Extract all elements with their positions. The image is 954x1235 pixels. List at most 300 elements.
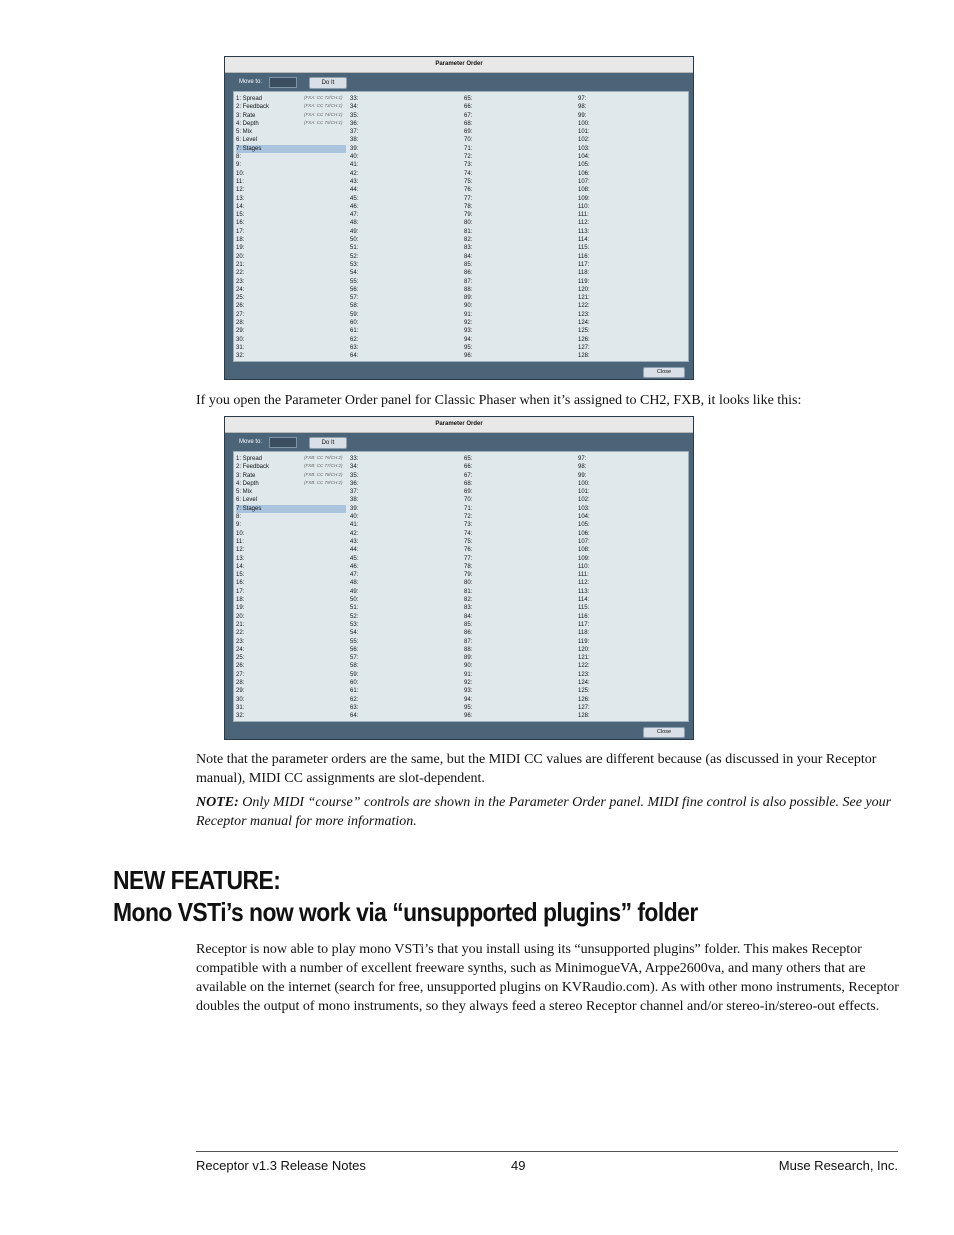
param-slot-row[interactable]: 92: (464, 320, 473, 327)
param-slot-row[interactable]: 67: (464, 112, 473, 119)
param-slot-row[interactable] (236, 244, 346, 252)
param-slot-row[interactable]: 120: (578, 646, 590, 653)
param-slot-row[interactable] (236, 546, 346, 554)
param-slot-row[interactable]: 111: (578, 572, 589, 579)
param-slot-row[interactable]: 97: (578, 456, 587, 462)
param-slot-row[interactable]: 89: (464, 295, 473, 302)
param-slot-row[interactable] (236, 571, 346, 579)
param-slot-row[interactable] (236, 261, 346, 269)
param-slot-row[interactable]: 53: (350, 621, 359, 628)
param-slot-row[interactable]: 81: (464, 588, 473, 595)
param-slot-row[interactable]: 37: (350, 489, 359, 496)
param-slot-row[interactable]: 99: (578, 472, 587, 479)
param-slot-row[interactable]: 104: (578, 514, 590, 521)
param-slot-row[interactable] (236, 521, 346, 529)
param-slot-row[interactable]: 40: (350, 154, 359, 161)
param-slot-row[interactable]: 105: (578, 162, 590, 169)
param-slot-row[interactable]: 94: (464, 696, 473, 703)
param-slot-row[interactable] (236, 488, 346, 496)
param-slot-row[interactable]: 102: (578, 497, 590, 504)
param-slot-row[interactable]: 54: (350, 270, 359, 277)
param-slot-row[interactable]: 63: (350, 704, 359, 711)
param-slot-row[interactable]: 108: (578, 547, 590, 554)
param-slot-row[interactable] (236, 178, 346, 186)
param-slot-row[interactable]: 74: (464, 530, 473, 537)
param-slot-row[interactable]: 99: (578, 112, 587, 119)
param-slot-row[interactable]: 54: (350, 630, 359, 637)
param-slot-row[interactable]: 41: (350, 162, 359, 169)
param-slot-row[interactable] (236, 555, 346, 563)
param-slot-row[interactable]: 42: (350, 170, 359, 177)
param-slot-row[interactable]: 36: (350, 120, 359, 127)
param-slot-row[interactable] (236, 588, 346, 596)
param-slot-row[interactable]: 95: (464, 344, 473, 351)
param-slot-row[interactable]: 75: (464, 538, 473, 545)
param-slot-row[interactable]: 127: (578, 344, 590, 351)
param-slot-row[interactable] (236, 286, 346, 294)
param-slot-row[interactable]: 73: (464, 522, 473, 529)
param-slot-row[interactable]: 64: (350, 713, 359, 720)
param-slot-row[interactable] (236, 654, 346, 662)
param-slot-row[interactable]: 60: (350, 320, 359, 327)
param-slot-row[interactable] (236, 463, 346, 471)
param-slot-row[interactable]: 70: (464, 497, 473, 504)
param-slot-row[interactable]: 118: (578, 630, 590, 637)
param-slot-row[interactable]: 84: (464, 253, 473, 260)
feature-heading-line2: Mono VSTi’s now work via “unsupported plugins” folder (113, 897, 698, 927)
param-slot-label: 11: (236, 178, 244, 185)
param-slot-row[interactable]: 124: (578, 320, 590, 327)
param-slot-label: 16: (236, 220, 245, 227)
param-slot-row[interactable]: 50: (350, 597, 359, 604)
param-slot-row[interactable]: 96: (464, 713, 473, 720)
param-slot-row[interactable]: 47: (350, 572, 359, 579)
param-slot-row[interactable]: 123: (578, 311, 590, 318)
param-slot-row[interactable]: 61: (350, 328, 359, 335)
param-slot-row[interactable]: 79: (464, 572, 473, 579)
param-slot-row[interactable]: 107: (578, 538, 590, 545)
param-slot-row[interactable]: 82: (464, 597, 473, 604)
param-slot-label: 11: (236, 538, 244, 545)
param-slot-row[interactable]: 46: (350, 563, 359, 570)
param-slot-row[interactable] (236, 505, 346, 513)
param-slot-row[interactable]: 104: (578, 154, 590, 161)
param-slot-label: 19: (236, 245, 245, 252)
param-slot-row[interactable]: 48: (350, 220, 359, 227)
param-slot-row[interactable] (236, 496, 346, 504)
param-slot-row[interactable]: 128: (578, 713, 590, 720)
param-slot-row[interactable] (236, 455, 346, 463)
param-slot-row[interactable]: 93: (464, 328, 473, 335)
parameter-order-panel-fxa (224, 56, 694, 380)
param-slot-row[interactable]: 62: (350, 336, 359, 343)
param-slot-row[interactable]: 127: (578, 704, 590, 711)
param-slot-row[interactable]: 91: (464, 671, 473, 678)
param-slot-row[interactable]: 51: (350, 245, 359, 252)
param-slot-row[interactable]: 126: (578, 336, 590, 343)
param-slot-row[interactable]: 72: (464, 514, 473, 521)
param-slot-label: 9: (236, 162, 242, 169)
param-slot-row[interactable]: 103: (578, 505, 590, 512)
close-button[interactable]: Close (643, 367, 685, 378)
param-slot-row[interactable]: 69: (464, 129, 473, 136)
param-slot-row[interactable] (236, 269, 346, 277)
param-slot-row[interactable]: 92: (464, 680, 473, 687)
param-slot-row[interactable] (236, 302, 346, 310)
param-slot-row[interactable]: 97: (578, 96, 587, 102)
param-slot-row[interactable]: 121: (578, 295, 590, 302)
param-slot-row[interactable]: 108: (578, 187, 590, 194)
param-slot-row[interactable] (236, 513, 346, 521)
param-slot-row[interactable]: 52: (350, 253, 359, 260)
param-slot-row[interactable]: 126: (578, 696, 590, 703)
param-slot-row[interactable]: 114: (578, 597, 590, 604)
param-slot-row[interactable]: 114: (578, 237, 590, 244)
param-slot-row[interactable]: 39: (350, 505, 359, 512)
param-slot-row[interactable]: 76: (464, 547, 473, 554)
param-slot-row[interactable]: 58: (350, 303, 359, 310)
param-slot-label: 20: (236, 253, 245, 260)
param-slot-row[interactable] (236, 472, 346, 480)
param-slot-row[interactable]: 69: (464, 489, 473, 496)
param-slot-row[interactable]: 41: (350, 522, 359, 529)
param-slot-row[interactable]: 113: (578, 228, 590, 235)
param-slot-row[interactable]: 64: (350, 353, 359, 360)
param-slot-row[interactable]: 59: (350, 671, 359, 678)
param-slot-row[interactable]: 95: (464, 704, 473, 711)
param-slot-row[interactable] (236, 219, 346, 227)
param-slot-row[interactable]: 115: (578, 245, 590, 252)
param-slot-row[interactable]: 128: (578, 353, 590, 360)
param-slot-row[interactable] (236, 153, 346, 161)
midi-cc-label: (FXA: CC 74/CH:1) (304, 111, 343, 117)
param-slot-row[interactable] (236, 145, 346, 153)
param-slot-row[interactable]: 119: (578, 278, 590, 285)
param-slot-row[interactable]: 68: (464, 120, 473, 127)
param-slot-row[interactable]: 83: (464, 245, 473, 252)
param-slot-row[interactable]: 94: (464, 336, 473, 343)
param-slot-row[interactable]: 67: (464, 472, 473, 479)
param-slot-row[interactable]: 61: (350, 688, 359, 695)
param-slot-row[interactable]: 123: (578, 671, 590, 678)
param-slot-label: 25: (236, 295, 245, 302)
param-slot-row[interactable]: 100: (578, 120, 590, 127)
param-slot-row[interactable]: 45: (350, 555, 359, 562)
param-slot-row[interactable]: 49: (350, 228, 359, 235)
param-slot-row[interactable]: 107: (578, 178, 590, 185)
param-slot-row[interactable]: 43: (350, 538, 359, 545)
param-slot-row[interactable] (236, 621, 346, 629)
param-slot-row[interactable] (236, 278, 346, 286)
param-slot-row[interactable]: 71: (464, 145, 473, 152)
param-slot-row[interactable]: 90: (464, 303, 473, 310)
param-slot-row[interactable]: 110: (578, 203, 590, 210)
param-slot-row[interactable] (236, 161, 346, 169)
param-slot-row[interactable]: 52: (350, 613, 359, 620)
param-slot-row[interactable]: 43: (350, 178, 359, 185)
param-slot-row[interactable]: 66: (464, 464, 473, 471)
param-slot-row[interactable] (236, 203, 346, 211)
param-slot-row[interactable]: 84: (464, 613, 473, 620)
param-slot-row[interactable]: 111: (578, 212, 589, 219)
param-slot-row[interactable] (236, 596, 346, 604)
param-slot-row[interactable]: 33: (350, 456, 359, 462)
param-slot-row[interactable] (236, 662, 346, 670)
param-slot-row[interactable]: 50: (350, 237, 359, 244)
param-slot-row[interactable]: 65: (464, 456, 473, 462)
param-slot-row[interactable]: 49: (350, 588, 359, 595)
param-slot-row[interactable] (236, 352, 346, 360)
param-slot-label: 19: (236, 605, 245, 612)
param-slot-row[interactable] (236, 120, 346, 128)
param-slot-row[interactable] (236, 336, 346, 344)
param-slot-row[interactable]: 82: (464, 237, 473, 244)
page-number: 49 (511, 1158, 526, 1173)
param-slot-row[interactable]: 78: (464, 563, 473, 570)
param-slot-row[interactable]: 56: (350, 646, 359, 653)
param-slot-row[interactable]: 85: (464, 621, 473, 628)
param-slot-row[interactable]: 118: (578, 270, 590, 277)
param-slot-row[interactable]: 71: (464, 505, 473, 512)
caption-fxb: If you open the Parameter Order panel for Classic Phaser when it’s assigned to CH2, FXB, it looks like this: (196, 393, 802, 408)
param-slot-row[interactable]: 77: (464, 555, 473, 562)
param-column-4 (578, 95, 590, 361)
param-slot-row[interactable] (236, 679, 346, 687)
param-slot-row[interactable]: 100: (578, 480, 590, 487)
param-slot-label: 10: (236, 170, 245, 177)
param-slot-row[interactable]: 88: (464, 646, 473, 653)
param-slot-row[interactable]: 112: (578, 580, 590, 587)
param-slot-row[interactable]: 101: (578, 489, 590, 496)
midi-cc-label: (FXA: CC 72/CH:1) (304, 95, 343, 100)
param-slot-row[interactable]: 117: (578, 261, 590, 268)
param-slot-row[interactable] (236, 236, 346, 244)
param-slot-row[interactable]: 57: (350, 655, 359, 662)
close-button[interactable]: Close (643, 727, 685, 738)
param-slot-row[interactable] (236, 344, 346, 352)
param-slot-row[interactable]: 81: (464, 228, 473, 235)
move-to-input[interactable] (269, 437, 297, 448)
param-slot-row[interactable]: 38: (350, 497, 359, 504)
param-slot-row[interactable]: 124: (578, 680, 590, 687)
param-slot-row[interactable]: 40: (350, 514, 359, 521)
param-slot-row[interactable]: 45: (350, 195, 359, 202)
param-slot-row[interactable]: 122: (578, 663, 590, 670)
param-slot-row[interactable]: 44: (350, 547, 359, 554)
param-slot-row[interactable]: 51: (350, 605, 359, 612)
param-slot-row[interactable]: 101: (578, 129, 590, 136)
param-slot-row[interactable]: 74: (464, 170, 473, 177)
param-slot-row[interactable]: 116: (578, 253, 590, 260)
param-slot-row[interactable] (236, 704, 346, 712)
param-slot-row[interactable]: 37: (350, 129, 359, 136)
param-slot-row[interactable]: 116: (578, 613, 590, 620)
param-slot-row[interactable] (236, 186, 346, 194)
do-it-button[interactable]: Do It (309, 437, 347, 449)
param-slot-row[interactable]: 72: (464, 154, 473, 161)
param-slot-row[interactable]: 98: (578, 464, 587, 471)
param-slot-row[interactable]: 117: (578, 621, 590, 628)
param-slot-label: 17: (236, 588, 245, 595)
param-slot-row[interactable]: 88: (464, 286, 473, 293)
param-slot-row[interactable]: 77: (464, 195, 473, 202)
do-it-button[interactable]: Do It (309, 77, 347, 89)
param-slot-row[interactable] (236, 687, 346, 695)
midi-cc-label: (FXB: CC 79/CH:2) (304, 479, 343, 485)
param-slot-row[interactable]: 42: (350, 530, 359, 537)
param-slot-row[interactable] (236, 671, 346, 679)
param-slot-label: 6: Level (236, 497, 258, 504)
param-slot-row[interactable]: 115: (578, 605, 590, 612)
param-slot-row[interactable]: 80: (464, 220, 473, 227)
param-slot-row[interactable] (236, 253, 346, 261)
move-to-input[interactable] (269, 77, 297, 88)
param-slot-row[interactable]: 103: (578, 145, 590, 152)
param-slot-row[interactable] (236, 613, 346, 621)
param-slot-row[interactable]: 125: (578, 688, 590, 695)
param-slot-row[interactable]: 105: (578, 522, 590, 529)
param-slot-row[interactable]: 73: (464, 162, 473, 169)
param-slot-row[interactable]: 90: (464, 663, 473, 670)
param-column-4 (578, 455, 590, 721)
param-slot-row[interactable] (236, 170, 346, 178)
param-slot-row[interactable] (236, 327, 346, 335)
param-slot-label: 30: (236, 696, 245, 703)
param-slot-row[interactable] (236, 530, 346, 538)
param-slot-row[interactable] (236, 638, 346, 646)
param-slot-row[interactable] (236, 629, 346, 637)
param-slot-row[interactable]: 120: (578, 286, 590, 293)
param-slot-row[interactable]: 35: (350, 472, 359, 479)
param-slot-row[interactable]: 60: (350, 680, 359, 687)
param-slot-label: 2: Feedback (236, 464, 270, 471)
param-slot-row[interactable]: 57: (350, 295, 359, 302)
param-slot-row[interactable]: 109: (578, 195, 590, 202)
param-slot-row[interactable]: 65: (464, 96, 473, 102)
param-slot-row[interactable]: 102: (578, 137, 590, 144)
param-slot-row[interactable] (236, 228, 346, 236)
param-slot-row[interactable]: 48: (350, 580, 359, 587)
param-slot-row[interactable]: 39: (350, 145, 359, 152)
param-slot-row[interactable]: 59: (350, 311, 359, 318)
param-slot-label: 22: (236, 270, 245, 277)
param-slot-row[interactable]: 113: (578, 588, 590, 595)
midi-cc-label: (FXB: CC 76/CH:2) (304, 455, 343, 460)
param-slot-row[interactable] (236, 95, 346, 103)
param-slot-row[interactable]: 98: (578, 104, 587, 111)
param-slot-row[interactable] (236, 319, 346, 327)
param-slot-row[interactable]: 34: (350, 464, 359, 471)
param-slot-row[interactable]: 47: (350, 212, 359, 219)
param-slot-row[interactable] (236, 136, 346, 144)
param-slot-row[interactable] (236, 712, 346, 720)
param-slot-row[interactable]: 79: (464, 212, 473, 219)
param-slot-row[interactable]: 96: (464, 353, 473, 360)
parameter-list[interactable] (233, 91, 689, 362)
param-slot-row[interactable]: 112: (578, 220, 590, 227)
param-slot-row[interactable] (236, 696, 346, 704)
param-slot-row[interactable]: 34: (350, 104, 359, 111)
param-slot-row[interactable]: 56: (350, 286, 359, 293)
param-slot-label: 23: (236, 278, 245, 285)
param-slot-row[interactable]: 46: (350, 203, 359, 210)
param-slot-row[interactable] (236, 480, 346, 488)
param-slot-row[interactable]: 68: (464, 480, 473, 487)
param-slot-row[interactable] (236, 311, 346, 319)
param-slot-row[interactable] (236, 563, 346, 571)
param-slot-row[interactable]: 63: (350, 344, 359, 351)
param-slot-row[interactable]: 66: (464, 104, 473, 111)
param-slot-row[interactable]: 89: (464, 655, 473, 662)
move-to-label: Move to: (239, 439, 263, 445)
param-slot-row[interactable] (236, 579, 346, 587)
param-slot-row[interactable]: 119: (578, 638, 590, 645)
param-slot-row[interactable]: 106: (578, 170, 590, 177)
param-slot-row[interactable]: 44: (350, 187, 359, 194)
param-slot-row[interactable]: 110: (578, 563, 590, 570)
param-slot-row[interactable]: 33: (350, 96, 359, 102)
param-slot-row[interactable]: 109: (578, 555, 590, 562)
param-slot-label: 13: (236, 555, 245, 562)
param-slot-row[interactable] (236, 646, 346, 654)
param-slot-row[interactable] (236, 294, 346, 302)
param-slot-row[interactable]: 125: (578, 328, 590, 335)
param-slot-row[interactable]: 35: (350, 112, 359, 119)
param-slot-label: 32: (236, 713, 245, 720)
param-slot-row[interactable] (236, 112, 346, 120)
param-slot-row[interactable]: 106: (578, 530, 590, 537)
param-slot-row[interactable]: 121: (578, 655, 590, 662)
param-slot-row[interactable]: 86: (464, 630, 473, 637)
param-slot-label: 5: Mix (236, 489, 253, 496)
note-body: Only MIDI “course” controls are shown in the Parameter Order panel. MIDI fine control is also possible. See your Receptor manual for more information. (196, 795, 892, 829)
param-slot-row[interactable] (236, 211, 346, 219)
param-slot-row[interactable]: 80: (464, 580, 473, 587)
param-slot-row[interactable]: 55: (350, 278, 359, 285)
param-slot-row[interactable]: 62: (350, 696, 359, 703)
param-slot-row[interactable]: 78: (464, 203, 473, 210)
param-slot-row[interactable]: 55: (350, 638, 359, 645)
param-slot-row[interactable]: 85: (464, 261, 473, 268)
param-slot-row[interactable]: 122: (578, 303, 590, 310)
param-slot-row[interactable]: 86: (464, 270, 473, 277)
param-slot-row[interactable]: 91: (464, 311, 473, 318)
param-slot-row[interactable]: 83: (464, 605, 473, 612)
param-slot-row[interactable] (236, 604, 346, 612)
param-column-1 (236, 95, 346, 361)
param-slot-row[interactable]: 58: (350, 663, 359, 670)
param-slot-row[interactable]: 87: (464, 278, 473, 285)
param-slot-label: 26: (236, 303, 245, 310)
midi-cc-label: (FXB: CC 78/CH:2) (304, 471, 343, 477)
param-slot-row[interactable]: 70: (464, 137, 473, 144)
param-slot-row[interactable]: 93: (464, 688, 473, 695)
param-slot-row[interactable] (236, 195, 346, 203)
param-slot-row[interactable]: 38: (350, 137, 359, 144)
param-slot-row[interactable] (236, 128, 346, 136)
param-slot-label: 4: Depth (236, 120, 259, 127)
note-label: NOTE: (196, 795, 239, 810)
param-slot-row[interactable]: 53: (350, 261, 359, 268)
param-slot-row[interactable] (236, 538, 346, 546)
param-slot-row[interactable]: 36: (350, 480, 359, 487)
param-column-2 (350, 95, 358, 361)
param-slot-row[interactable]: 87: (464, 638, 473, 645)
param-slot-row[interactable]: 76: (464, 187, 473, 194)
param-slot-row[interactable]: 75: (464, 178, 473, 185)
parameter-list[interactable] (233, 451, 689, 722)
param-slot-row[interactable] (236, 103, 346, 111)
